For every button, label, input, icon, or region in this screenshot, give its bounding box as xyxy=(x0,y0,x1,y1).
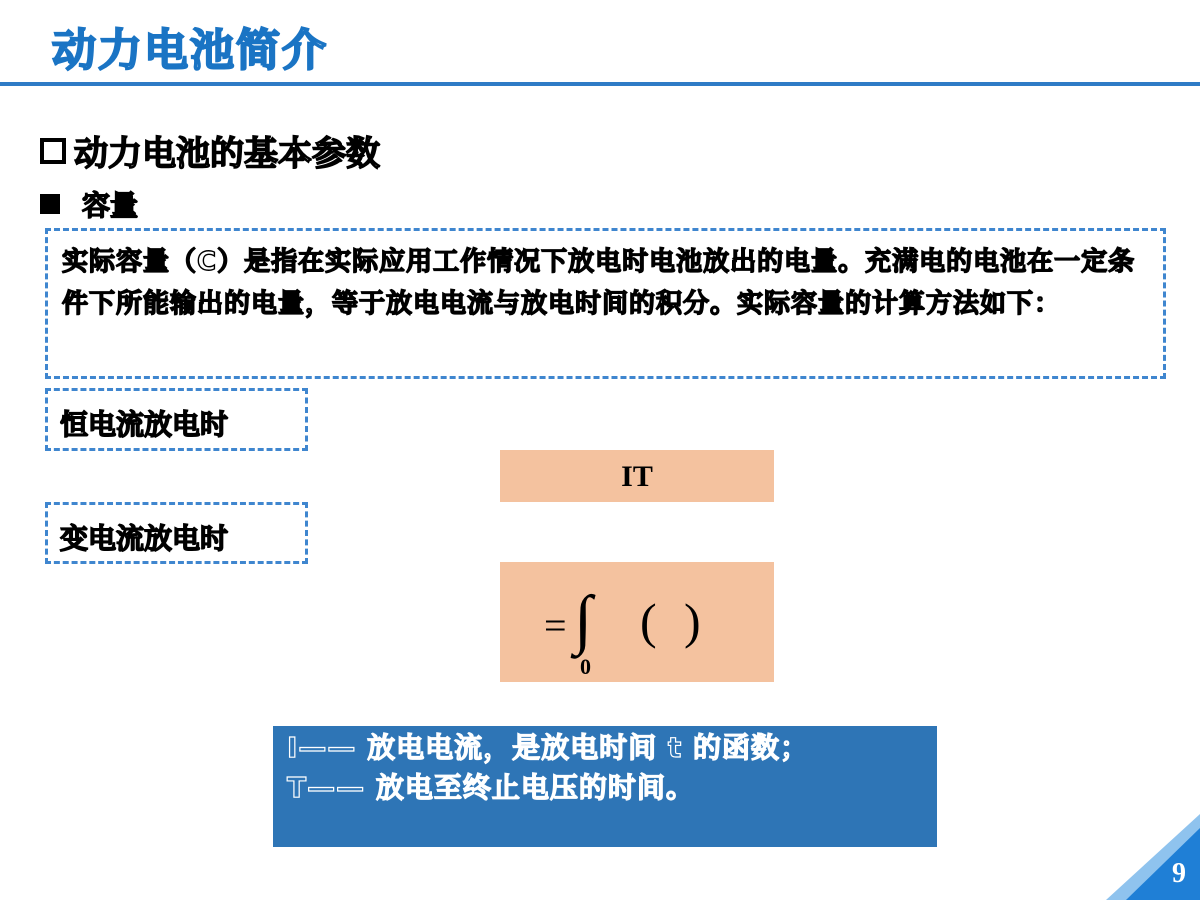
solid-square-bullet-icon xyxy=(40,194,60,214)
definition-text: 实际容量（C）是指在实际应用工作情况下放电时电池放出的电量。充满电的电池在一定条件下所能输出的电量，等于放电电流与放电时间的积分。实际容量的计算方法如下： xyxy=(62,247,1136,319)
page-title: 动力电池简介 xyxy=(52,25,328,76)
hollow-square-bullet-icon xyxy=(40,138,66,164)
subsection-heading xyxy=(40,184,138,224)
section-heading xyxy=(40,126,380,175)
variable-current-case-box xyxy=(45,502,308,564)
formula-right-paren: ) xyxy=(684,593,701,649)
constant-current-case-box xyxy=(45,388,308,451)
symbol-legend-text xyxy=(287,728,887,808)
title-divider xyxy=(0,82,1200,86)
symbol-legend-box xyxy=(273,726,937,847)
formula-left-paren: ( xyxy=(640,593,657,649)
integral-lower-limit: 0 xyxy=(580,654,591,679)
formula-equals-sign: = xyxy=(544,603,567,648)
legend-line-current: I—— 放电电流，是放电时间 t 的函数； xyxy=(287,731,810,764)
constant-current-formula xyxy=(500,450,774,502)
definition-box xyxy=(45,228,1166,379)
variable-current-label: 变电流放电时 xyxy=(60,522,229,555)
constant-current-label: 恒电流放电时 xyxy=(60,408,229,441)
page-number: 9 xyxy=(1172,858,1186,889)
section-heading-text: 动力电池的基本参数 xyxy=(74,134,380,174)
variable-current-formula xyxy=(500,562,774,682)
formula-it: IT xyxy=(621,460,653,493)
subsection-heading-text: 容量 xyxy=(82,189,139,222)
integral-sign: ∫ xyxy=(574,583,593,656)
legend-line-time: T—— 放电至终止电压的时间。 xyxy=(287,771,695,804)
